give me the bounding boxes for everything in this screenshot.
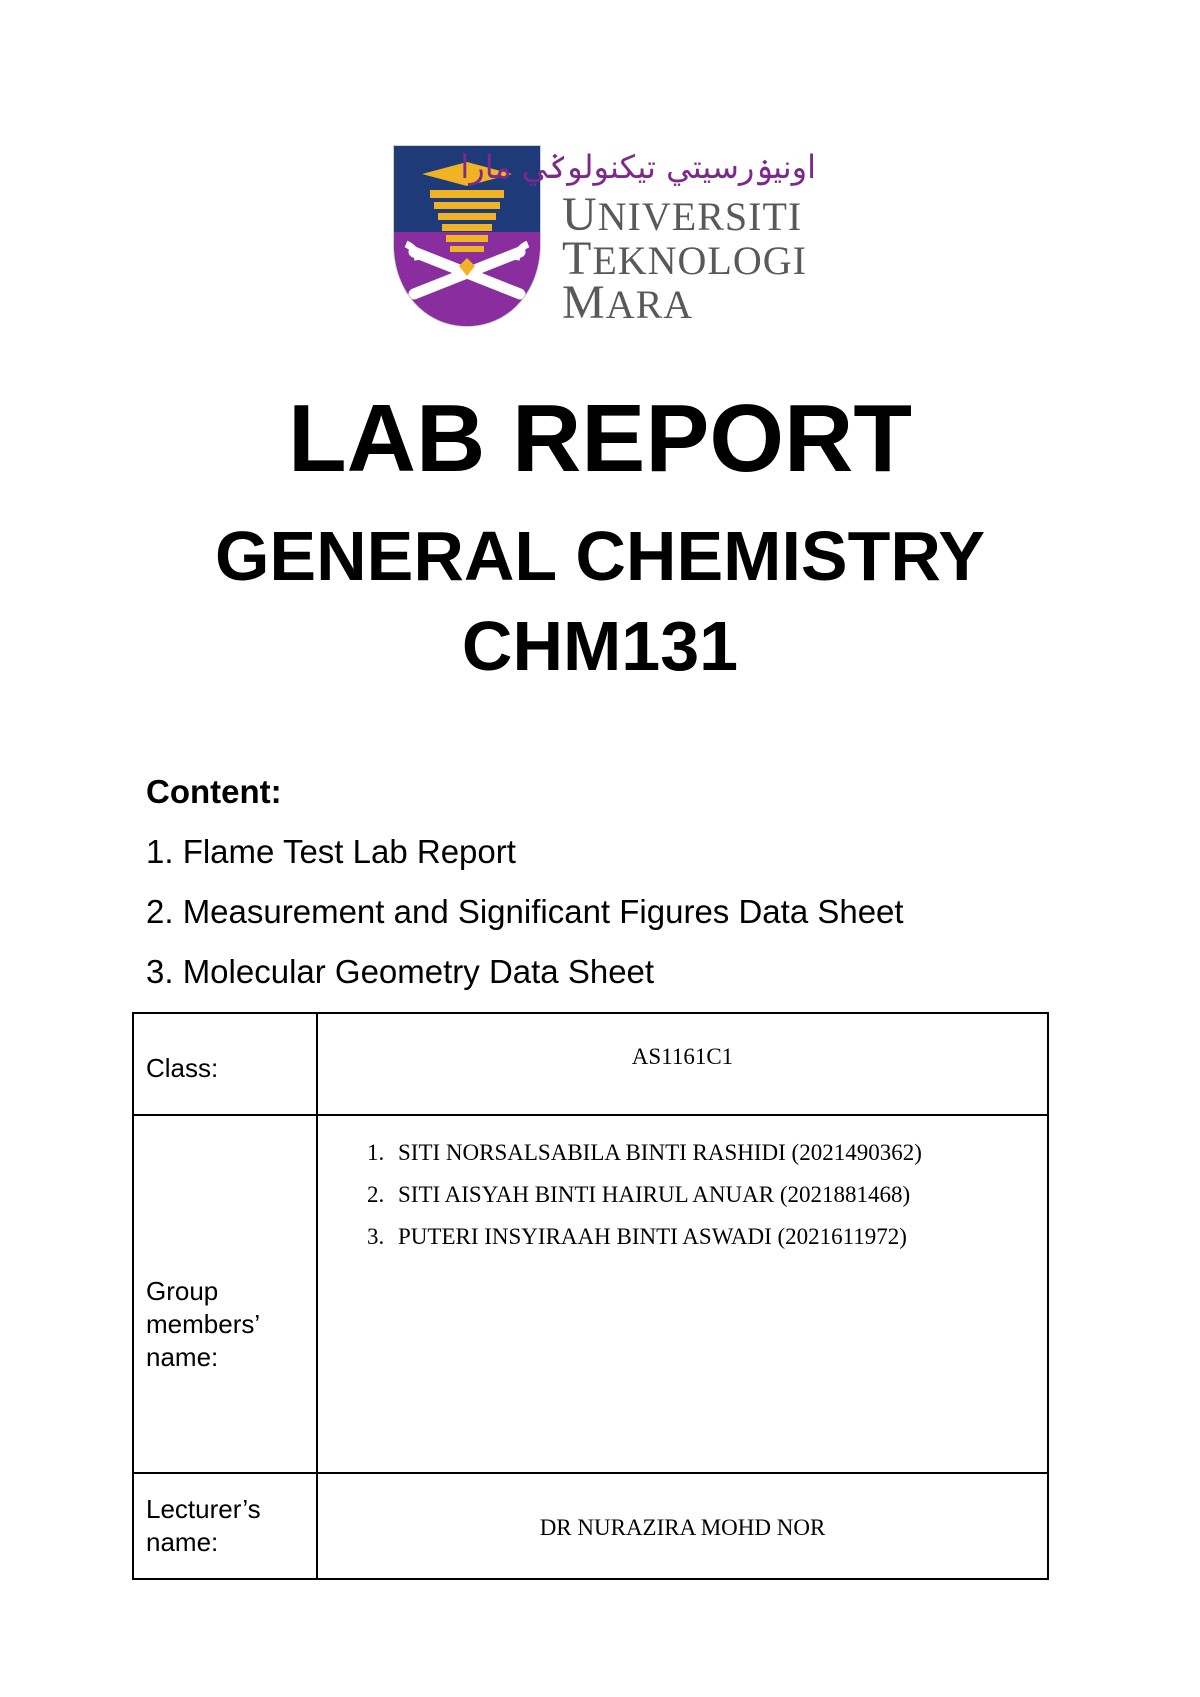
table-row [133, 1115, 1048, 1473]
lecturer-value: DR NURAZIRA MOHD NOR [317, 1473, 1048, 1579]
member-item: 3. PUTERI INSYIRAAH BINTI ASWADI (2021611972) [390, 1216, 1047, 1258]
subject-title: GENERAL CHEMISTRY [214, 517, 986, 595]
table-row [133, 1473, 1048, 1579]
content-heading: Content: [146, 773, 282, 810]
content-item: 3. Molecular Geometry Data Sheet [146, 953, 655, 990]
content-item: 2. Measurement and Significant Figures Data Sheet [146, 893, 904, 930]
content-item: 1. Flame Test Lab Report [146, 833, 516, 870]
members-list [318, 1132, 1047, 1258]
info-table [132, 1012, 1049, 1580]
class-label: Class: [133, 1013, 317, 1115]
member-item: 1. SITI NORSALSABILA BINTI RASHIDI (2021490362) [390, 1132, 1047, 1174]
university-logo [392, 144, 822, 329]
report-title: LAB REPORT [288, 385, 912, 492]
members-cell [317, 1115, 1048, 1473]
table-row [133, 1013, 1048, 1115]
member-item: 2. SITI AISYAH BINTI HAIRUL ANUAR (2021881468) [390, 1174, 1047, 1216]
course-code: CHM131 [461, 607, 739, 685]
logo-line-teknologi: TEKNOLOGI [562, 232, 807, 285]
logo-line-mara: MARA [562, 276, 694, 329]
class-value: AS1161C1 [317, 1013, 1048, 1115]
lecturer-label: Lecturer’s name: [133, 1473, 317, 1579]
logo-wordmark [562, 188, 807, 329]
logo-jawi-text: اونيۏرسيتي تيكنولوݢي مارا [460, 148, 816, 186]
members-label: Group members’ name: [133, 1115, 317, 1473]
logo-line-universiti: UNIVERSITI [562, 188, 803, 241]
content-list [146, 770, 904, 1010]
